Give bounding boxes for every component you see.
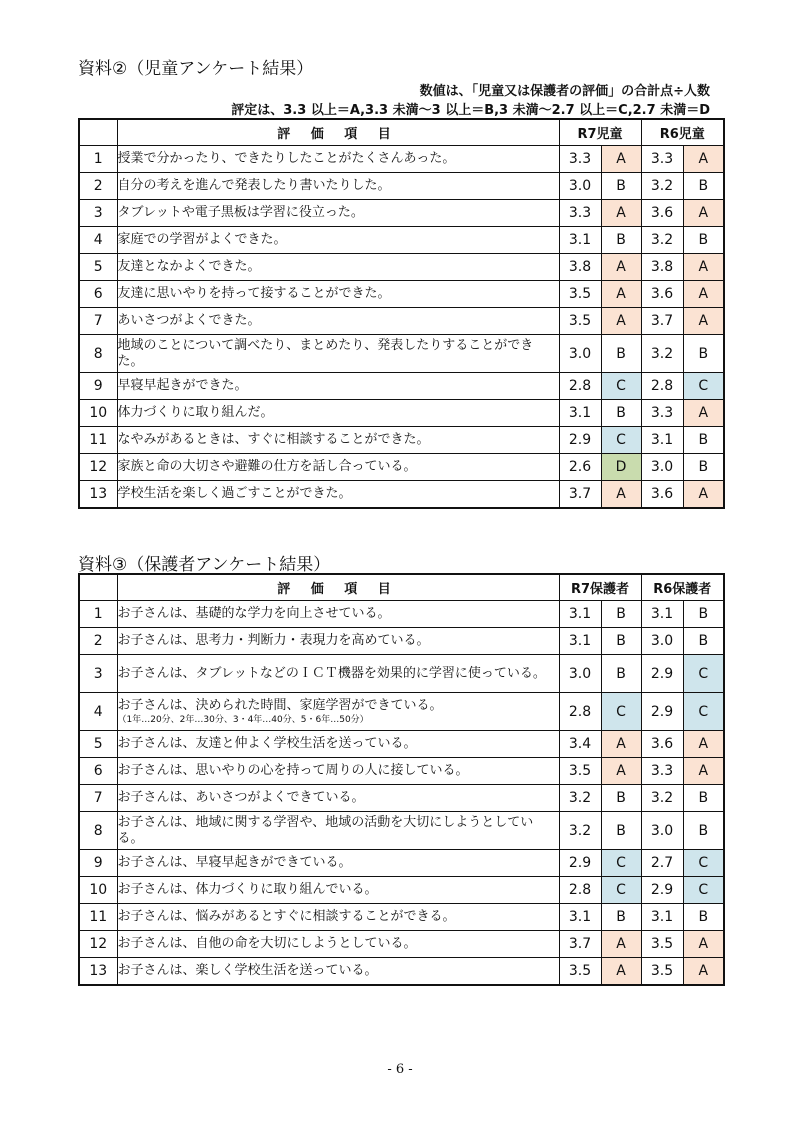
table-row bbox=[79, 173, 724, 200]
current-year-score: 2.9 bbox=[559, 427, 601, 454]
current-year-grade: A bbox=[601, 481, 641, 508]
evaluation-item-note: （1年…20分、2年…30分、3・4年…40分、5・6年…50分） bbox=[117, 714, 369, 725]
evaluation-item bbox=[117, 281, 559, 308]
header-item: 評 価 項 目 bbox=[117, 574, 559, 601]
current-year-grade: B bbox=[601, 785, 641, 812]
header-r6-parents: R6保護者 bbox=[641, 574, 724, 601]
row-number: 9 bbox=[79, 850, 117, 877]
row-number: 13 bbox=[79, 481, 117, 508]
previous-year-grade: C bbox=[683, 877, 724, 904]
evaluation-item-text: タブレットや電子黒板は学習に役立った。 bbox=[117, 205, 364, 220]
header-r7-parents: R7保護者 bbox=[559, 574, 641, 601]
evaluation-item bbox=[117, 812, 559, 850]
current-year-grade: A bbox=[601, 731, 641, 758]
current-year-score: 3.5 bbox=[559, 308, 601, 335]
parent-survey-table bbox=[78, 573, 725, 986]
row-number: 5 bbox=[79, 254, 117, 281]
evaluation-item-text: 早寝早起きができた。 bbox=[117, 378, 248, 393]
evaluation-item bbox=[117, 308, 559, 335]
header-no bbox=[79, 574, 117, 601]
evaluation-item bbox=[117, 731, 559, 758]
evaluation-item-text: 家族と命の大切さや避難の仕方を話し合っている。 bbox=[117, 459, 417, 474]
previous-year-grade: B bbox=[683, 812, 724, 850]
table-row bbox=[79, 655, 724, 693]
evaluation-item-text: お子さんは、決められた時間、家庭学習ができている。 bbox=[117, 697, 443, 713]
section3-title: 資料③（保護者アンケート結果） bbox=[78, 555, 331, 575]
current-year-score: 3.0 bbox=[559, 173, 601, 200]
previous-year-score: 2.8 bbox=[641, 373, 683, 400]
parent-survey-body bbox=[79, 601, 724, 985]
table-row bbox=[79, 400, 724, 427]
evaluation-item bbox=[117, 200, 559, 227]
section2-title: 資料②（児童アンケート結果） bbox=[78, 59, 314, 79]
row-number: 11 bbox=[79, 904, 117, 931]
current-year-score: 2.8 bbox=[559, 693, 601, 731]
current-year-grade: A bbox=[601, 308, 641, 335]
current-year-score: 3.0 bbox=[559, 655, 601, 693]
current-year-grade: B bbox=[601, 601, 641, 628]
previous-year-score: 3.0 bbox=[641, 454, 683, 481]
current-year-grade: A bbox=[601, 146, 641, 173]
previous-year-grade: B bbox=[683, 427, 724, 454]
previous-year-grade: A bbox=[683, 931, 724, 958]
table-row bbox=[79, 254, 724, 281]
previous-year-grade: B bbox=[683, 173, 724, 200]
previous-year-score: 3.3 bbox=[641, 146, 683, 173]
evaluation-item-text: 自分の考えを進んで発表したり書いたりした。 bbox=[117, 178, 391, 193]
previous-year-score: 3.7 bbox=[641, 308, 683, 335]
previous-year-grade: A bbox=[683, 731, 724, 758]
previous-year-grade: A bbox=[683, 758, 724, 785]
current-year-grade: B bbox=[601, 173, 641, 200]
evaluation-item bbox=[117, 958, 559, 985]
page-number: - 6 - bbox=[387, 1062, 413, 1077]
current-year-grade: B bbox=[601, 400, 641, 427]
table-header-row bbox=[79, 119, 724, 146]
row-number: 4 bbox=[79, 227, 117, 254]
evaluation-item bbox=[117, 850, 559, 877]
table-row bbox=[79, 227, 724, 254]
current-year-grade: C bbox=[601, 693, 641, 731]
current-year-grade: C bbox=[601, 373, 641, 400]
row-number: 1 bbox=[79, 146, 117, 173]
table-row bbox=[79, 281, 724, 308]
previous-year-grade: A bbox=[683, 254, 724, 281]
previous-year-score: 3.6 bbox=[641, 481, 683, 508]
previous-year-score: 3.6 bbox=[641, 281, 683, 308]
current-year-grade: A bbox=[601, 758, 641, 785]
row-number: 6 bbox=[79, 281, 117, 308]
evaluation-item bbox=[117, 931, 559, 958]
row-number: 1 bbox=[79, 601, 117, 628]
child-survey-body bbox=[79, 146, 724, 508]
current-year-score: 3.7 bbox=[559, 931, 601, 958]
table-row bbox=[79, 601, 724, 628]
table-row bbox=[79, 693, 724, 731]
evaluation-item-text: お子さんは、悩みがあるとすぐに相談することができる。 bbox=[117, 909, 456, 924]
evaluation-item bbox=[117, 601, 559, 628]
previous-year-score: 2.7 bbox=[641, 850, 683, 877]
previous-year-score: 3.1 bbox=[641, 904, 683, 931]
current-year-grade: B bbox=[601, 335, 641, 373]
row-number: 8 bbox=[79, 335, 117, 373]
current-year-grade: B bbox=[601, 227, 641, 254]
evaluation-item bbox=[117, 400, 559, 427]
current-year-score: 3.5 bbox=[559, 758, 601, 785]
current-year-score: 3.1 bbox=[559, 227, 601, 254]
table-row bbox=[79, 308, 724, 335]
row-number: 12 bbox=[79, 931, 117, 958]
header-r7-children: R7児童 bbox=[559, 119, 641, 146]
table-row bbox=[79, 785, 724, 812]
table-row bbox=[79, 335, 724, 373]
previous-year-score: 3.5 bbox=[641, 958, 683, 985]
row-number: 3 bbox=[79, 200, 117, 227]
section2-note-formula: 数値は、「児童又は保護者の評価」の合計点÷人数 bbox=[419, 84, 710, 99]
evaluation-item bbox=[117, 758, 559, 785]
previous-year-grade: C bbox=[683, 373, 724, 400]
current-year-grade: D bbox=[601, 454, 641, 481]
evaluation-item-text: あいさつがよくできた。 bbox=[117, 313, 261, 328]
previous-year-score: 3.3 bbox=[641, 758, 683, 785]
previous-year-grade: B bbox=[683, 227, 724, 254]
table-row bbox=[79, 850, 724, 877]
evaluation-item-text: お子さんは、あいさつがよくできている。 bbox=[117, 790, 365, 805]
table-row bbox=[79, 454, 724, 481]
current-year-score: 3.1 bbox=[559, 628, 601, 655]
previous-year-score: 3.1 bbox=[641, 427, 683, 454]
table-row bbox=[79, 877, 724, 904]
evaluation-item-text: お子さんは、早寝早起きができている。 bbox=[117, 855, 352, 870]
evaluation-item-text: 学校生活を楽しく過ごすことができた。 bbox=[117, 485, 352, 501]
evaluation-item bbox=[117, 877, 559, 904]
current-year-grade: A bbox=[601, 958, 641, 985]
previous-year-score: 3.2 bbox=[641, 173, 683, 200]
previous-year-grade: B bbox=[683, 601, 724, 628]
section2-note-grading: 評定は、3.3 以上＝A,3.3 未満～3 以上＝B,3 未満～2.7 以上＝C,2.7 未満＝D bbox=[231, 103, 710, 118]
previous-year-grade: A bbox=[683, 281, 724, 308]
evaluation-item bbox=[117, 628, 559, 655]
evaluation-item bbox=[117, 785, 559, 812]
table-row bbox=[79, 758, 724, 785]
evaluation-item bbox=[117, 481, 559, 508]
row-number: 7 bbox=[79, 308, 117, 335]
table-row bbox=[79, 904, 724, 931]
row-number: 13 bbox=[79, 958, 117, 985]
previous-year-score: 3.1 bbox=[641, 601, 683, 628]
row-number: 3 bbox=[79, 655, 117, 693]
evaluation-item-text: なやみがあるときは、すぐに相談することができた。 bbox=[117, 432, 430, 447]
current-year-grade: C bbox=[601, 427, 641, 454]
current-year-grade: B bbox=[601, 904, 641, 931]
row-number: 8 bbox=[79, 812, 117, 850]
evaluation-item bbox=[117, 173, 559, 200]
evaluation-item bbox=[117, 227, 559, 254]
previous-year-grade: B bbox=[683, 785, 724, 812]
evaluation-item-text: お子さんは、思いやりの心を持って周りの人に接している。 bbox=[117, 763, 469, 778]
current-year-grade: B bbox=[601, 812, 641, 850]
table-row bbox=[79, 481, 724, 508]
previous-year-score: 3.6 bbox=[641, 200, 683, 227]
evaluation-item-text: お子さんは、自他の命を大切にしようとしている。 bbox=[117, 936, 417, 951]
previous-year-grade: A bbox=[683, 146, 724, 173]
table-row bbox=[79, 200, 724, 227]
previous-year-grade: A bbox=[683, 400, 724, 427]
current-year-score: 2.6 bbox=[559, 454, 601, 481]
header-r6-children: R6児童 bbox=[641, 119, 724, 146]
table-row bbox=[79, 731, 724, 758]
current-year-score: 3.1 bbox=[559, 400, 601, 427]
current-year-score: 2.9 bbox=[559, 850, 601, 877]
current-year-score: 3.4 bbox=[559, 731, 601, 758]
evaluation-item-text: お子さんは、楽しく学校生活を送っている。 bbox=[117, 962, 378, 978]
evaluation-item bbox=[117, 373, 559, 400]
previous-year-grade: A bbox=[683, 200, 724, 227]
current-year-score: 3.3 bbox=[559, 200, 601, 227]
row-number: 2 bbox=[79, 173, 117, 200]
table-row bbox=[79, 427, 724, 454]
row-number: 6 bbox=[79, 758, 117, 785]
current-year-score: 3.0 bbox=[559, 335, 601, 373]
evaluation-item bbox=[117, 454, 559, 481]
current-year-score: 3.8 bbox=[559, 254, 601, 281]
previous-year-score: 3.0 bbox=[641, 812, 683, 850]
table-row bbox=[79, 812, 724, 850]
evaluation-item-text: お子さんは、友達と仲よく学校生活を送っている。 bbox=[117, 736, 417, 751]
current-year-grade: C bbox=[601, 850, 641, 877]
row-number: 9 bbox=[79, 373, 117, 400]
evaluation-item-text: お子さんは、思考力・判断力・表現力を高めている。 bbox=[117, 633, 430, 648]
evaluation-item-text: お子さんは、地域に関する学習や、地域の活動を大切にしようとしている。 bbox=[117, 814, 534, 846]
row-number: 5 bbox=[79, 731, 117, 758]
previous-year-score: 3.0 bbox=[641, 628, 683, 655]
row-number: 10 bbox=[79, 400, 117, 427]
previous-year-grade: A bbox=[683, 481, 724, 508]
evaluation-item bbox=[117, 693, 559, 731]
child-survey-table bbox=[78, 118, 725, 509]
current-year-score: 3.5 bbox=[559, 281, 601, 308]
previous-year-grade: B bbox=[683, 904, 724, 931]
row-number: 12 bbox=[79, 454, 117, 481]
current-year-grade: A bbox=[601, 281, 641, 308]
table-header-row bbox=[79, 574, 724, 601]
current-year-score: 2.8 bbox=[559, 373, 601, 400]
previous-year-grade: C bbox=[683, 850, 724, 877]
evaluation-item-text: 友達に思いやりを持って接することができた。 bbox=[117, 286, 391, 301]
current-year-grade: A bbox=[601, 200, 641, 227]
previous-year-score: 3.2 bbox=[641, 227, 683, 254]
previous-year-score: 2.9 bbox=[641, 693, 683, 731]
row-number: 2 bbox=[79, 628, 117, 655]
evaluation-item-text: 体力づくりに取り組んだ。 bbox=[117, 405, 274, 420]
evaluation-item bbox=[117, 904, 559, 931]
current-year-score: 3.1 bbox=[559, 904, 601, 931]
previous-year-grade: B bbox=[683, 628, 724, 655]
previous-year-grade: B bbox=[683, 335, 724, 373]
current-year-score: 3.2 bbox=[559, 812, 601, 850]
previous-year-score: 3.2 bbox=[641, 785, 683, 812]
current-year-grade: B bbox=[601, 628, 641, 655]
evaluation-item bbox=[117, 254, 559, 281]
row-number: 4 bbox=[79, 693, 117, 731]
table-row bbox=[79, 958, 724, 985]
current-year-score: 3.5 bbox=[559, 958, 601, 985]
previous-year-score: 3.8 bbox=[641, 254, 683, 281]
previous-year-score: 3.6 bbox=[641, 731, 683, 758]
current-year-grade: A bbox=[601, 254, 641, 281]
evaluation-item bbox=[117, 335, 559, 373]
row-number: 11 bbox=[79, 427, 117, 454]
table-row bbox=[79, 628, 724, 655]
evaluation-item-text: 地域のことについて調べたり、まとめたり、発表したりすることができた。 bbox=[117, 337, 534, 369]
evaluation-item bbox=[117, 146, 559, 173]
header-no bbox=[79, 119, 117, 146]
evaluation-item-text: お子さんは、タブレットなどのＩＣＴ機器を効果的に学習に使っている。 bbox=[117, 665, 546, 681]
current-year-grade: A bbox=[601, 931, 641, 958]
evaluation-item bbox=[117, 655, 559, 693]
evaluation-item-text: 授業で分かったり、できたりしたことがたくさんあった。 bbox=[117, 151, 456, 166]
row-number: 7 bbox=[79, 785, 117, 812]
evaluation-item-text: 家庭での学習がよくできた。 bbox=[117, 232, 287, 247]
evaluation-item bbox=[117, 427, 559, 454]
table-row bbox=[79, 931, 724, 958]
previous-year-grade: B bbox=[683, 454, 724, 481]
table-row bbox=[79, 373, 724, 400]
previous-year-score: 2.9 bbox=[641, 877, 683, 904]
current-year-grade: C bbox=[601, 877, 641, 904]
evaluation-item-text: お子さんは、体力づくりに取り組んでいる。 bbox=[117, 882, 378, 897]
current-year-grade: B bbox=[601, 655, 641, 693]
previous-year-grade: A bbox=[683, 308, 724, 335]
evaluation-item-text: 友達となかよくできた。 bbox=[117, 259, 261, 274]
previous-year-score: 2.9 bbox=[641, 655, 683, 693]
current-year-score: 3.1 bbox=[559, 601, 601, 628]
current-year-score: 3.2 bbox=[559, 785, 601, 812]
header-item: 評 価 項 目 bbox=[117, 119, 559, 146]
previous-year-grade: C bbox=[683, 655, 724, 693]
previous-year-score: 3.5 bbox=[641, 931, 683, 958]
current-year-score: 2.8 bbox=[559, 877, 601, 904]
previous-year-grade: A bbox=[683, 958, 724, 985]
evaluation-item-text: お子さんは、基礎的な学力を向上させている。 bbox=[117, 606, 391, 621]
row-number: 10 bbox=[79, 877, 117, 904]
current-year-score: 3.3 bbox=[559, 146, 601, 173]
previous-year-score: 3.3 bbox=[641, 400, 683, 427]
previous-year-grade: C bbox=[683, 693, 724, 731]
current-year-score: 3.7 bbox=[559, 481, 601, 508]
table-row bbox=[79, 146, 724, 173]
previous-year-score: 3.2 bbox=[641, 335, 683, 373]
